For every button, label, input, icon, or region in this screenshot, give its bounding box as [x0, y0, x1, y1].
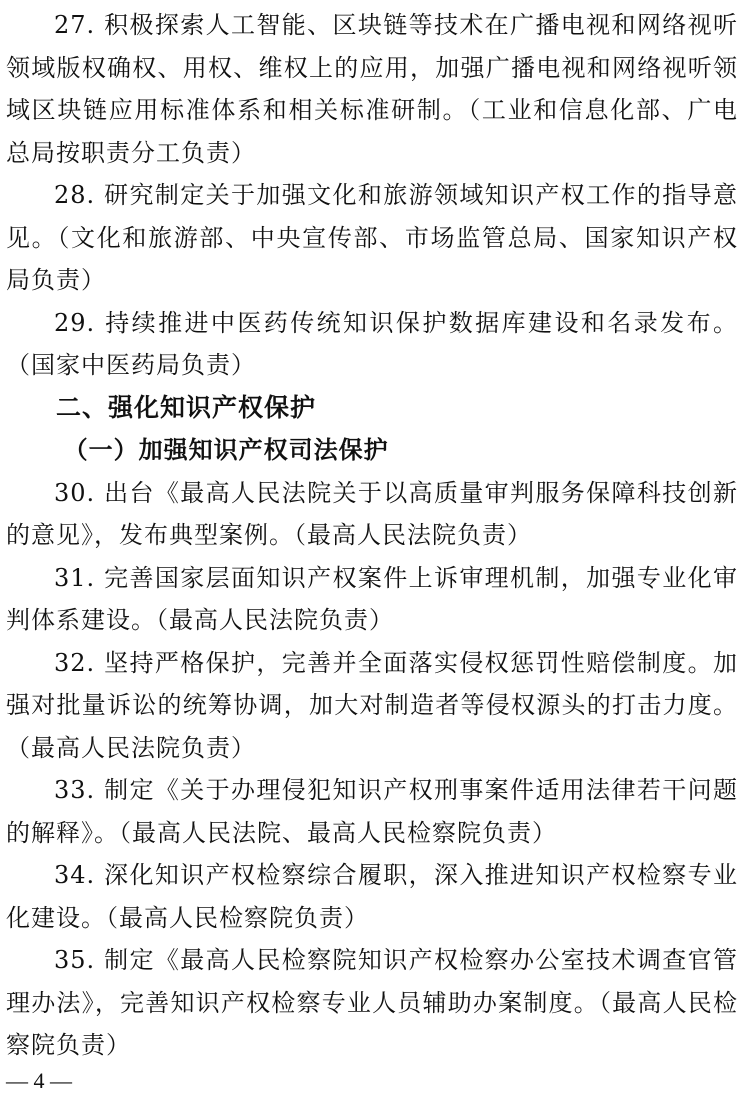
section-heading: 二、强化知识产权保护 — [56, 392, 317, 422]
paragraph-item-28: 28. 研究制定关于加强文化和旅游领域知识产权工作的指导意见。（文化和旅游部、中央宣传部、市场监管总局、国家知识产权局负责） — [6, 181, 738, 294]
document-body — [6, 4, 738, 1067]
paragraph-item-27: 27. 积极探索人工智能、区块链等技术在广播电视和网络视听领域版权确权、用权、维权上的应用，加强广播电视和网络视听领域区块链应用标准体系和相关标准研制。（工业和信息化部、广电总局按职责分工负责） — [6, 11, 738, 167]
paragraph-item-33: 33. 制定《关于办理侵犯知识产权刑事案件适用法律若干问题的解释》。（最高人民法院、最高人民检察院负责） — [6, 776, 738, 847]
subsection-heading: （一）加强知识产权司法保护 — [63, 435, 389, 464]
paragraph-item-35: 35. 制定《最高人民检察院知识产权检察办公室技术调查官管理办法》，完善知识产权检察专业人员辅助办案制度。（最高人民检察院负责） — [6, 946, 738, 1059]
paragraph-item-30: 30. 出台《最高人民法院关于以高质量审判服务保障科技创新的意见》，发布典型案例。（最高人民法院负责） — [6, 478, 738, 549]
page-number: — 4 — — [6, 1068, 72, 1093]
paragraph-item-31: 31. 完善国家层面知识产权案件上诉审理机制，加强专业化审判体系建设。（最高人民法院负责） — [6, 563, 738, 634]
paragraph-item-29: 29. 持续推进中医药传统知识保护数据库建设和名录发布。（国家中医药局负责） — [6, 308, 738, 379]
paragraph-item-34: 34. 深化知识产权检察综合履职，深入推进知识产权检察专业化建设。（最高人民检察院负责） — [6, 861, 738, 932]
paragraph-item-32: 32. 坚持严格保护，完善并全面落实侵权惩罚性赔偿制度。加强对批量诉讼的统筹协调，加大对制造者等侵权源头的打击力度。（最高人民法院负责） — [6, 648, 738, 762]
